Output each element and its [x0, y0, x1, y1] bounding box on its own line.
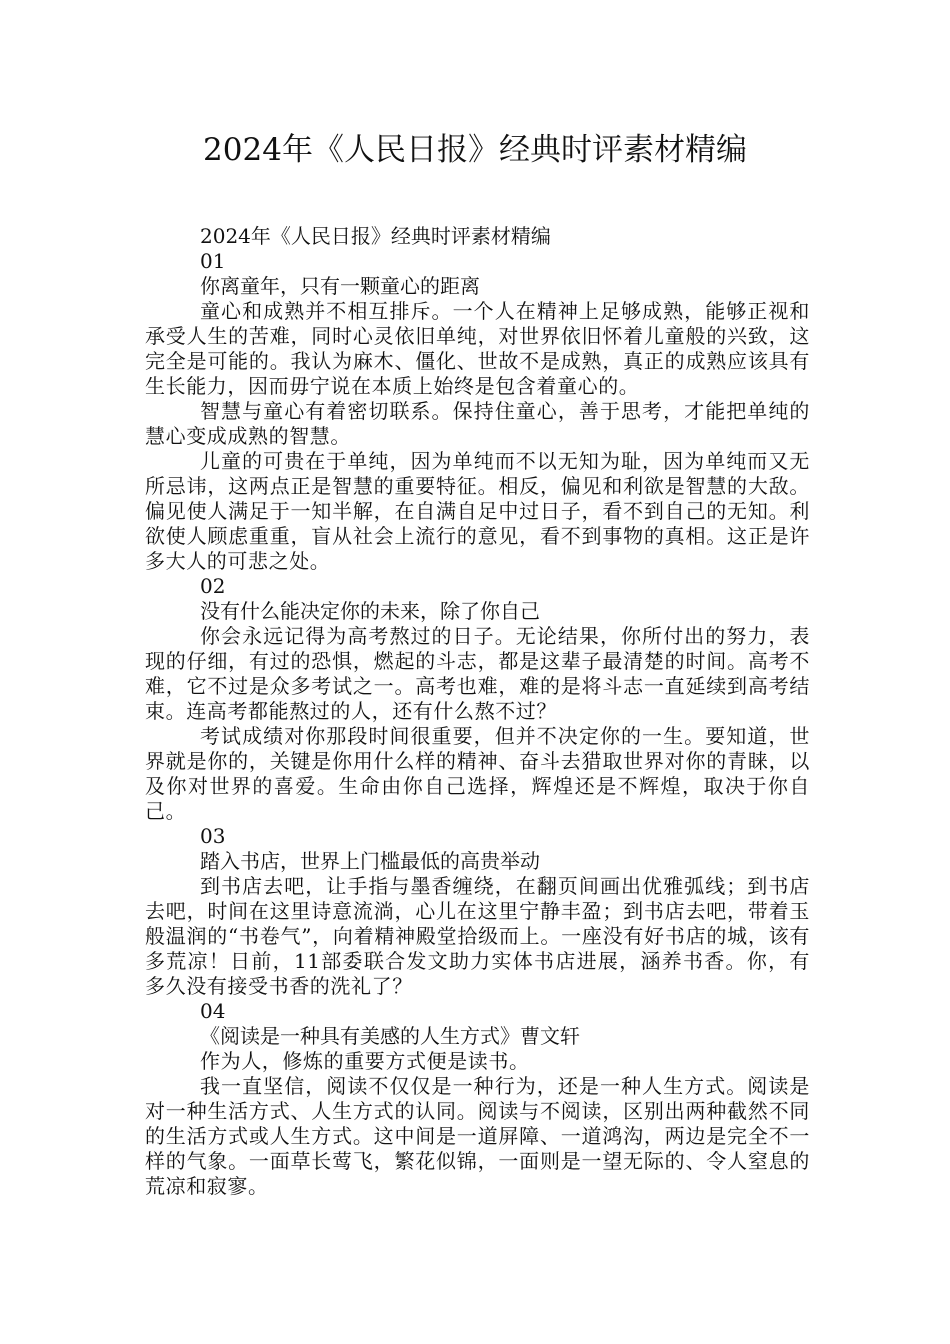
section-heading: 没有什么能决定你的未来，除了你自己 — [200, 599, 540, 623]
paragraph: 智慧与童心有着密切联系。保持住童心，善于思考，才能把单纯的慧心变成成熟的智慧。 — [145, 399, 810, 448]
section-number: 03 — [200, 824, 226, 848]
paragraph: 我一直坚信，阅读不仅仅是一种行为，还是一种人生方式。阅读是对一种生活方式、人生方式的认同。阅读与不阅读，区别出两种截然不同的生活方式或人生方式。这中间是一道屏障、一道鸿沟，两边是完全不一样的气象。一面草长莺飞，繁花似锦，一面则是一望无际的、令人窒息的荒凉和寂寥。 — [145, 1074, 810, 1198]
paragraph: 作为人，修炼的重要方式便是读书。 — [200, 1049, 530, 1073]
section-number: 02 — [200, 574, 226, 598]
page-title: 2024年《人民日报》经典时评素材精编 — [203, 132, 747, 168]
paragraph: 儿童的可贵在于单纯，因为单纯而不以无知为耻，因为单纯而又无所忌讳，这两点正是智慧的重要特征。相反，偏见和利欲是智慧的大敌。偏见使人满足于一知半解，在自满自足中过日子，看不到自己的无知。利欲使人顾虑重重，盲从社会上流行的意见，看不到事物的真相。这正是许多大人的可悲之处。 — [145, 449, 810, 573]
paragraph: 考试成绩对你那段时间很重要，但并不决定你的一生。要知道，世界就是你的，关键是你用什么样的精神、奋斗去猎取世界对你的青睐，以及你对世界的喜爱。生命由你自己选择，辉煌还是不辉煌，取决于你自己。 — [145, 724, 810, 823]
document-body — [145, 224, 810, 1199]
paragraph: 你会永远记得为高考熬过的日子。无论结果，你所付出的努力，表现的仔细，有过的恐惧，燃起的斗志，都是这辈子最清楚的时间。高考不难，它不过是众多考试之一。高考也难，难的是将斗志一直延续到高考结束。连高考都能熬过的人，还有什么熬不过？ — [145, 624, 810, 723]
paragraph: 到书店去吧，让手指与墨香缠绕，在翻页间画出优雅弧线；到书店去吧，时间在这里诗意流淌，心儿在这里宁静丰盈；到书店去吧，带着玉般温润的“书卷气”，向着精神殿堂拾级而上。一座没有好书店的城，该有多荒凉！日前，11部委联合发文助力实体书店进展，涵养书香。你，有多久没有接受书香的洗礼了？ — [145, 874, 810, 998]
section-number: 01 — [200, 249, 226, 273]
section-heading: 踏入书店，世界上门槛最低的高贵举动 — [200, 849, 540, 873]
paragraph: 童心和成熟并不相互排斥。一个人在精神上足够成熟，能够正视和承受人生的苦难，同时心灵依旧单纯，对世界依旧怀着儿童般的兴致，这完全是可能的。我认为麻木、僵化、世故不是成熟，真正的成熟应该具有生长能力，因而毋宁说在本质上始终是包含着童心的。 — [145, 299, 810, 398]
section-heading: 你离童年，只有一颗童心的距离 — [200, 274, 480, 298]
section-heading: 《阅读是一种具有美感的人生方式》曹文轩 — [200, 1024, 580, 1048]
document-subtitle: 2024年《人民日报》经典时评素材精编 — [200, 224, 551, 248]
section-number: 04 — [200, 999, 226, 1023]
